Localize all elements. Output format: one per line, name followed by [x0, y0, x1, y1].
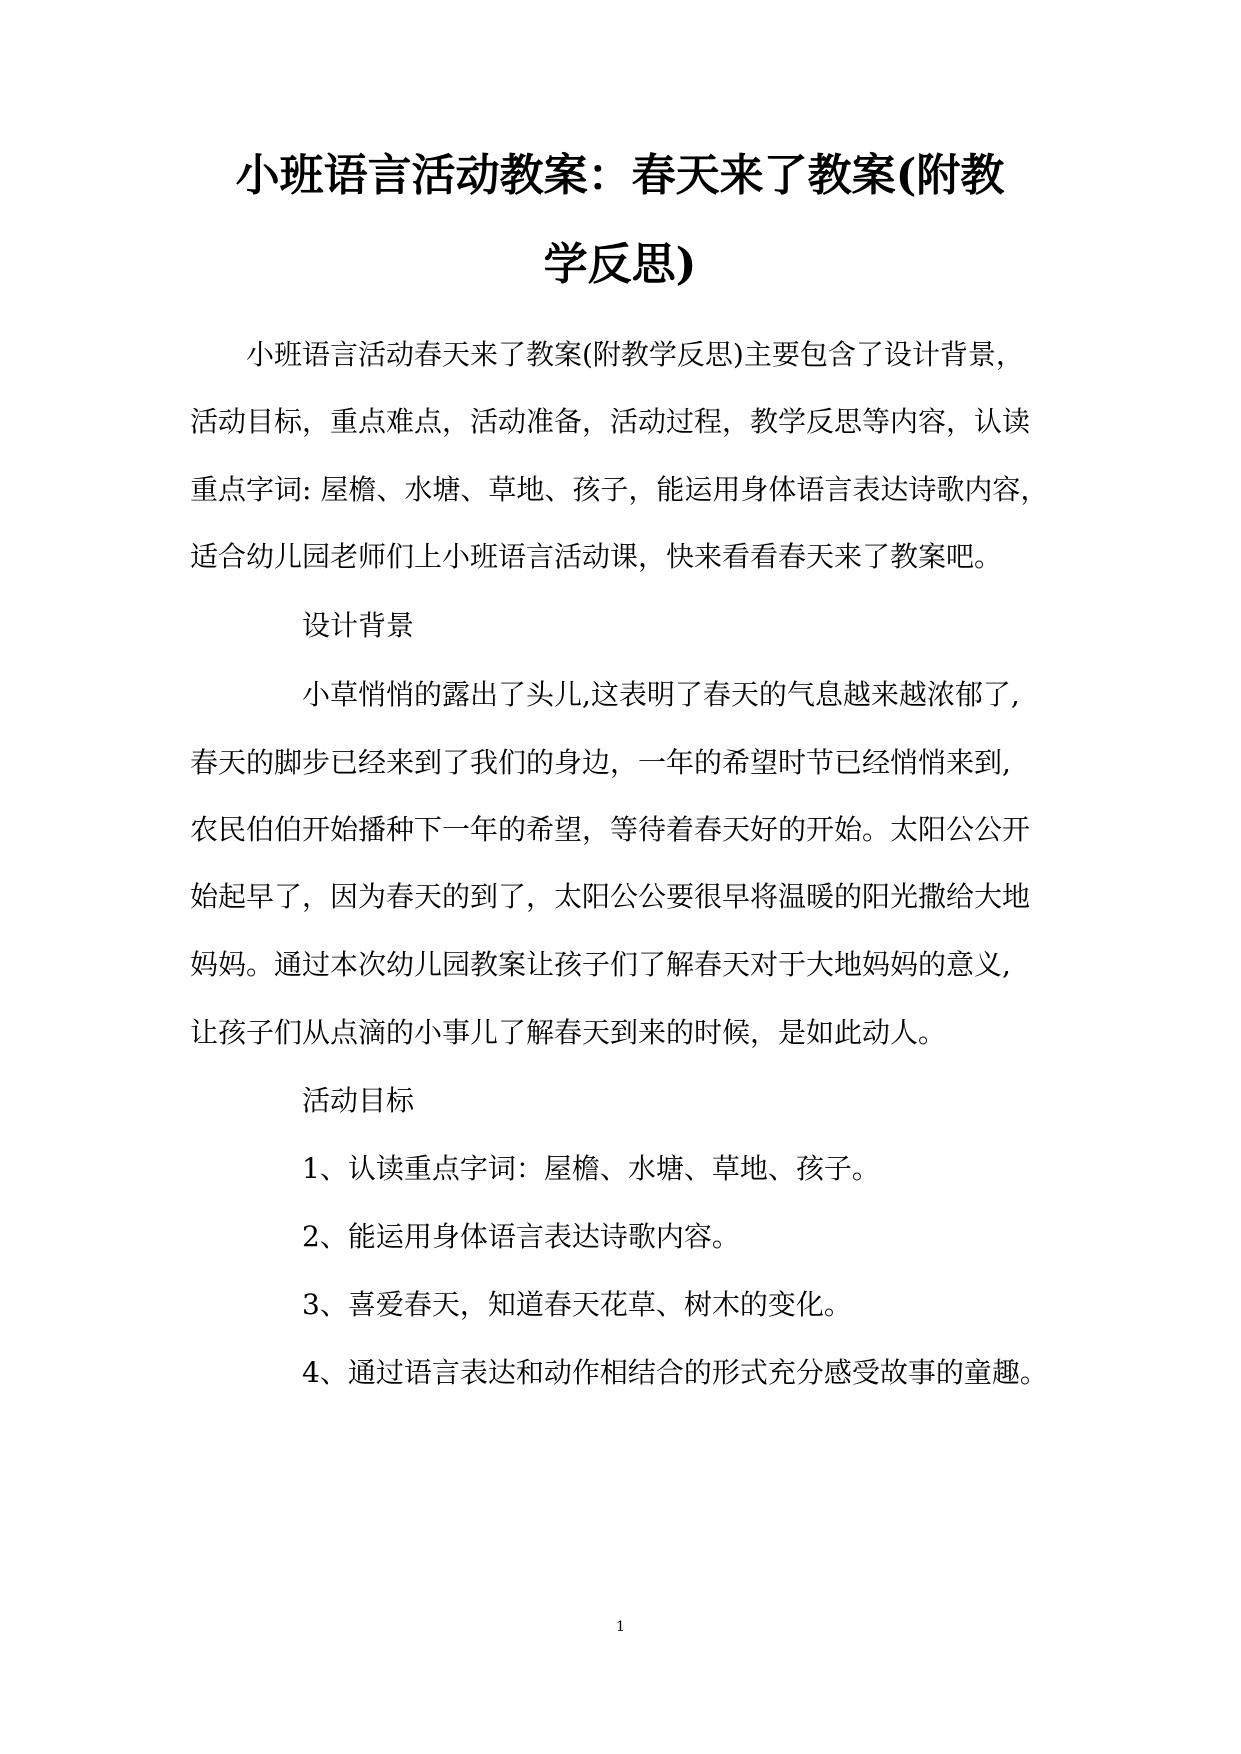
intro-line: 适合幼儿园老师们上小班语言活动课，快来看看春天来了教案吧。	[190, 540, 1003, 573]
paragraph-line: 农民伯伯开始播种下一年的希望，等待着春天好的开始。太阳公公开	[190, 813, 1031, 846]
goal-item: 3、喜爱春天，知道春天花草、树木的变化。	[302, 1288, 852, 1321]
paragraph-line: 春天的脚步已经来到了我们的身边，一年的希望时节已经悄悄来到,	[190, 746, 1011, 779]
document-title-line-1: 小班语言活动教案：春天来了教案(附教	[235, 150, 1005, 201]
paragraph-line: 小草悄悄的露出了头儿,这表明了春天的气息越来越浓郁了,	[302, 678, 1020, 711]
intro-line: 重点字词: 屋檐、水塘、草地、孩子，能运用身体语言表达诗歌内容，	[190, 473, 1049, 506]
section-heading-design-background: 设计背景	[302, 609, 415, 642]
paragraph-line: 妈妈。通过本次幼儿园教案让孩子们了解春天对于大地妈妈的意义,	[190, 948, 1011, 981]
paragraph-line: 让孩子们从点滴的小事儿了解春天到来的时候，是如此动人。	[190, 1016, 947, 1049]
page-number: 1	[616, 1619, 625, 1635]
intro-line: 小班语言活动春天来了教案(附教学反思)主要包含了设计背景，	[246, 338, 1024, 371]
intro-line: 活动目标，重点难点，活动准备，活动过程，教学反思等内容，认读	[190, 405, 1031, 438]
goal-item: 4、通过语言表达和动作相结合的形式充分感受故事的童趣。	[302, 1356, 1048, 1389]
document-title-line-2: 学反思)	[543, 239, 697, 290]
goal-item: 2、能运用身体语言表达诗歌内容。	[302, 1220, 740, 1253]
paragraph-line: 始起早了，因为春天的到了，太阳公公要很早将温暖的阳光撒给大地	[190, 880, 1031, 913]
section-heading-activity-goals: 活动目标	[302, 1084, 415, 1117]
goal-item: 1、认读重点字词：屋檐、水塘、草地、孩子。	[302, 1152, 880, 1185]
